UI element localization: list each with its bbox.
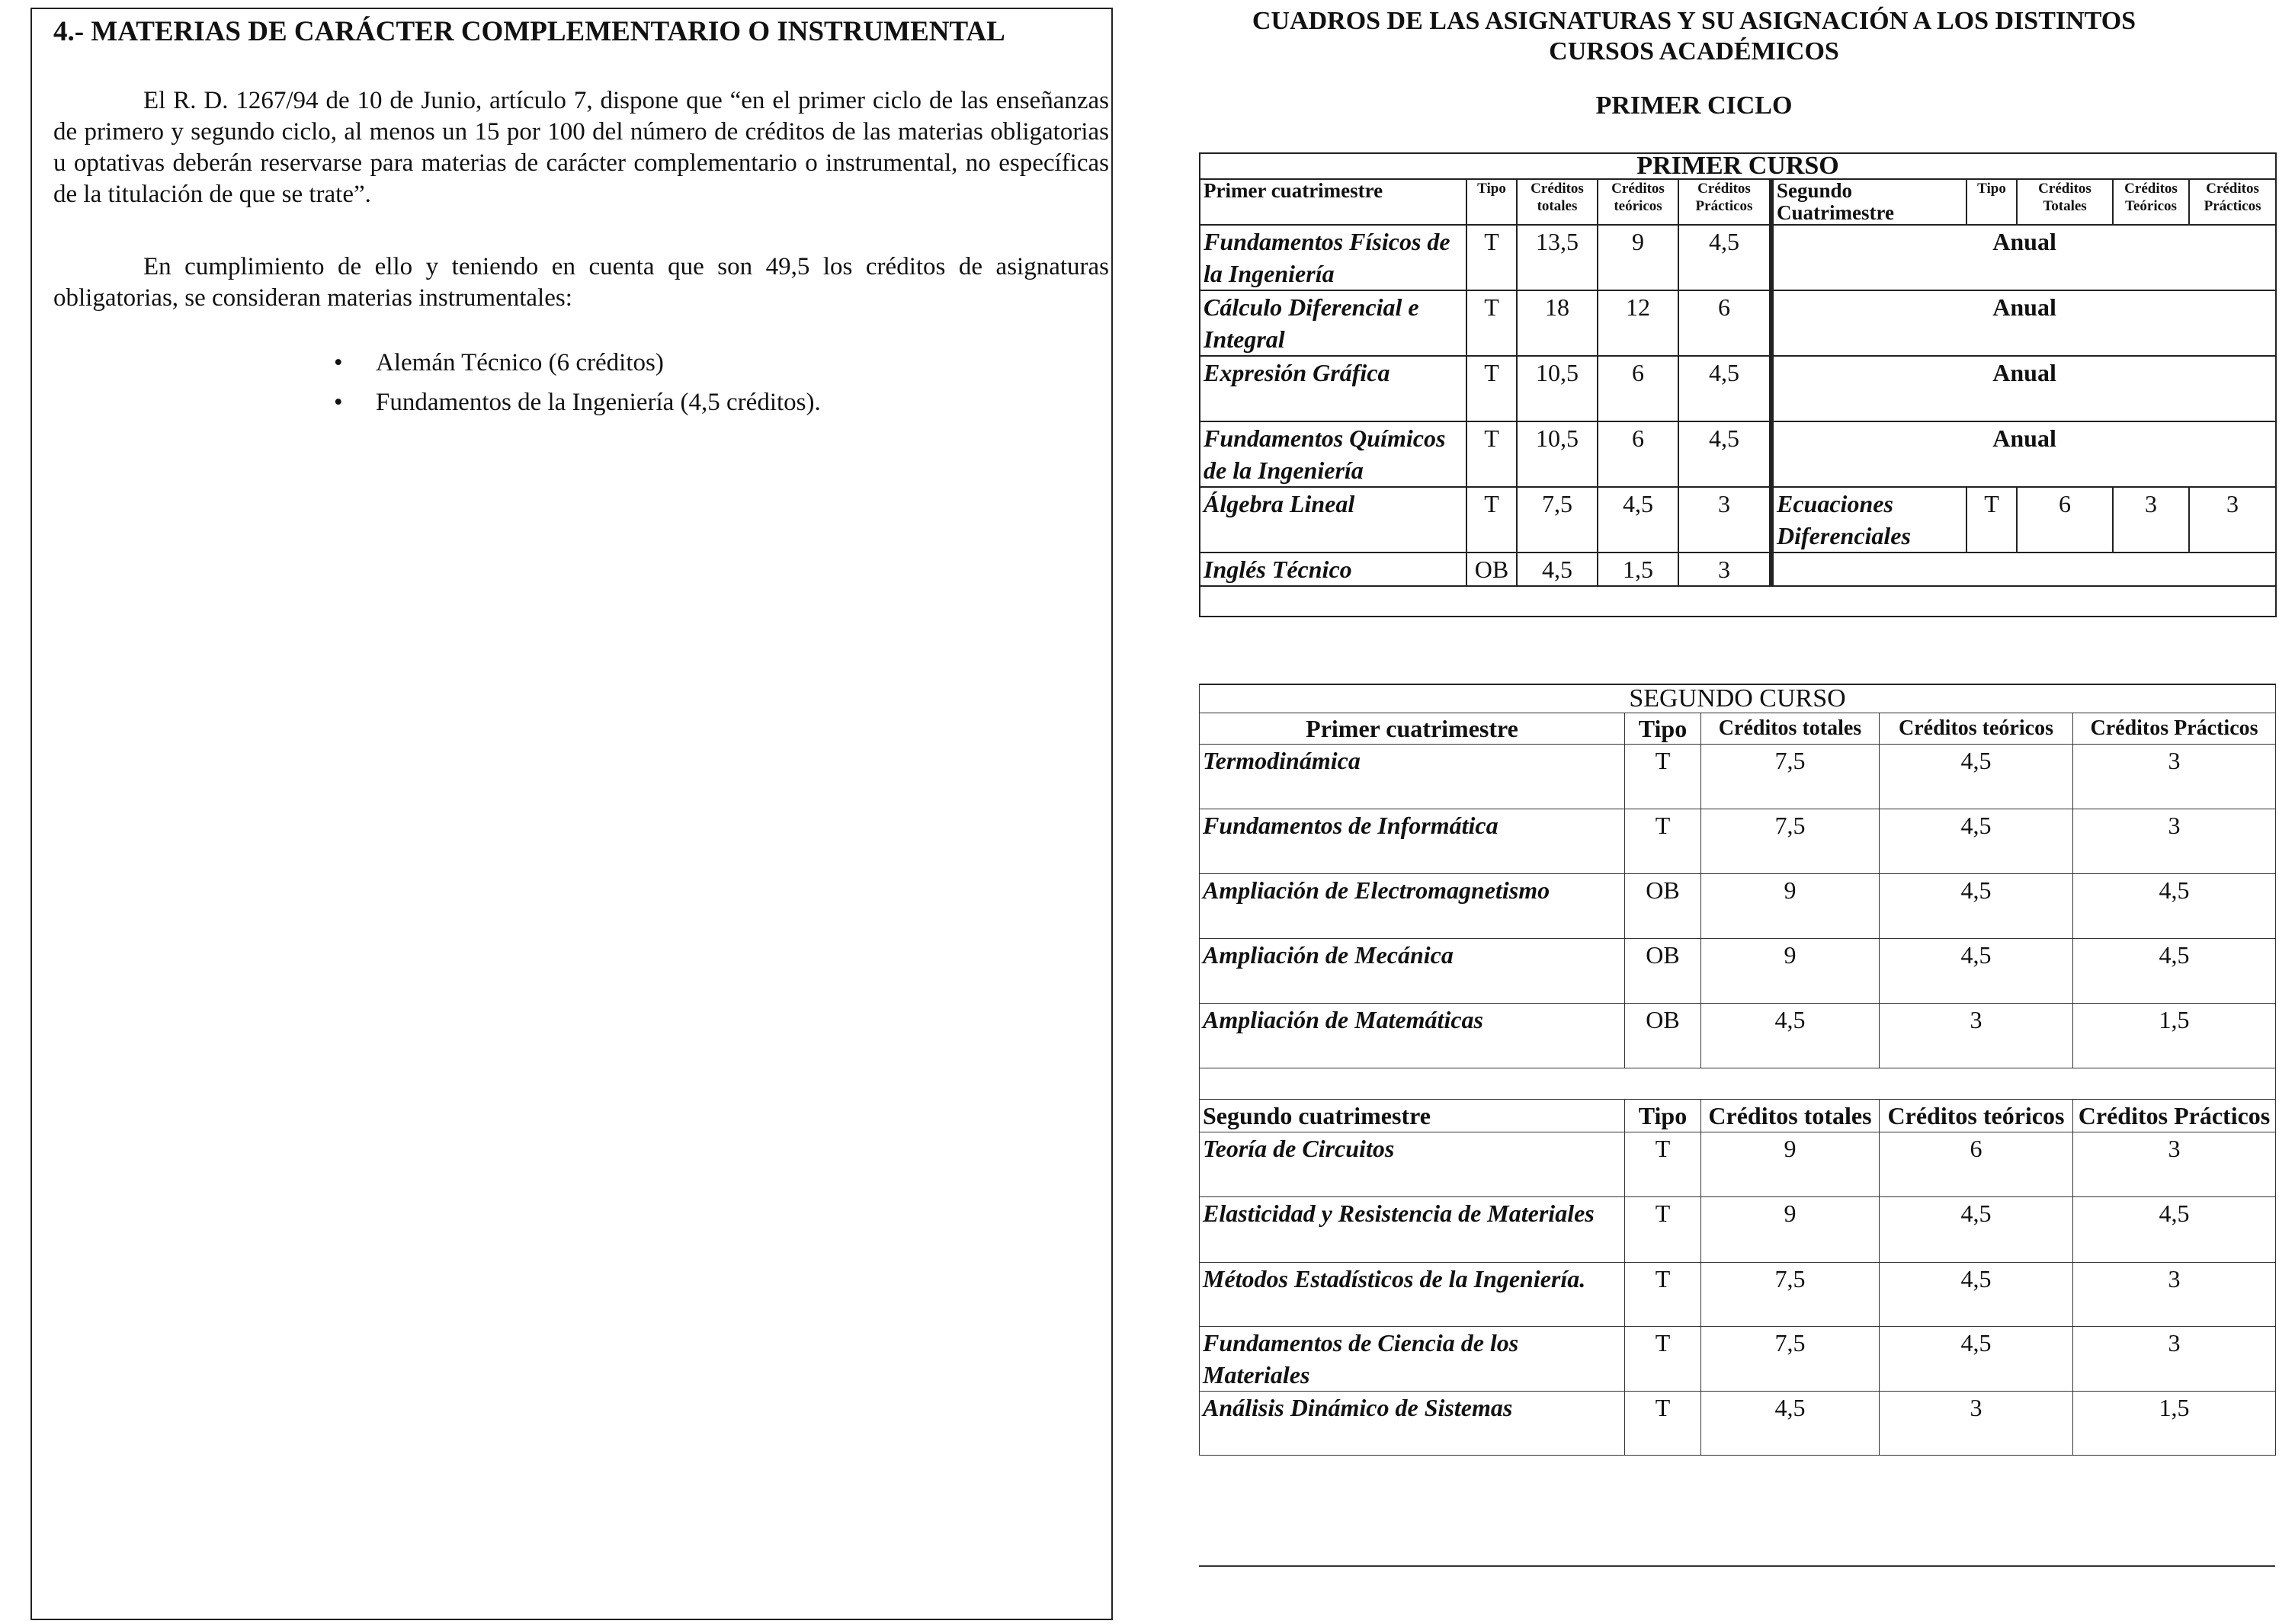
tipo-cell: T bbox=[1625, 745, 1701, 809]
credits-total-cell: 4,5 bbox=[1701, 1004, 1880, 1068]
subject-cell: Ampliación de Electromagnetismo bbox=[1200, 874, 1625, 939]
table-row bbox=[1200, 1327, 2276, 1392]
col-header: Segundo cuatrimestre bbox=[1200, 1100, 1625, 1132]
tipo-cell: OB bbox=[1466, 553, 1517, 586]
credits-practice-cell: 4,5 bbox=[2073, 1197, 2276, 1263]
credits-theory-cell: 4,5 bbox=[1880, 1263, 2073, 1327]
table-row bbox=[1200, 586, 2276, 617]
col-header: Primer cuatrimestre bbox=[1200, 179, 1466, 225]
credits-total-cell: 6 bbox=[2017, 487, 2113, 553]
col-header: Créditos Prácticos bbox=[2073, 1100, 2276, 1132]
credits-practice-cell: 3 bbox=[2189, 487, 2276, 553]
subject-cell: Álgebra Lineal bbox=[1200, 487, 1466, 553]
credits-practice-cell: 3 bbox=[2073, 1327, 2276, 1392]
credits-total-cell: 7,5 bbox=[1701, 1327, 1880, 1392]
credits-total-cell: 7,5 bbox=[1701, 745, 1880, 809]
col-header: Créditos Prácticos bbox=[1678, 179, 1771, 225]
col-header: Créditos Totales bbox=[2017, 179, 2113, 225]
subject-cell: Fundamentos de Ciencia de los Materiales bbox=[1200, 1327, 1625, 1392]
credits-theory-cell: 3 bbox=[1880, 1392, 2073, 1456]
subject-cell: Elasticidad y Resistencia de Materiales bbox=[1200, 1197, 1625, 1263]
credits-practice-cell: 3 bbox=[2073, 745, 2276, 809]
credits-theory-cell: 4,5 bbox=[1880, 1327, 2073, 1392]
tipo-cell: T bbox=[1625, 1197, 1701, 1263]
annual-cell: Anual bbox=[1771, 356, 2276, 421]
col-header: Créditos teóricos bbox=[1598, 179, 1678, 225]
subject-cell: Ampliación de Mecánica bbox=[1200, 939, 1625, 1004]
credits-practice-cell: 3 bbox=[1678, 553, 1771, 586]
tipo-cell: OB bbox=[1625, 1004, 1701, 1068]
col-header: Créditos Prácticos bbox=[2073, 713, 2276, 745]
segundo-curso-table bbox=[1199, 684, 2276, 1456]
credits-practice-cell: 6 bbox=[1678, 290, 1771, 356]
subject-cell: Fundamentos de Informática bbox=[1200, 809, 1625, 874]
subject-cell: Inglés Técnico bbox=[1200, 553, 1466, 586]
table-row bbox=[1200, 290, 2276, 356]
table-title: SEGUNDO CURSO bbox=[1200, 684, 2276, 713]
credits-practice-cell: 3 bbox=[2073, 1132, 2276, 1197]
col-header: Tipo bbox=[1966, 179, 2017, 225]
credits-theory-cell: 12 bbox=[1598, 290, 1678, 356]
tipo-cell: T bbox=[1466, 356, 1517, 421]
spacer-row bbox=[1200, 1068, 2276, 1100]
tipo-cell: T bbox=[1625, 1132, 1701, 1197]
table-row bbox=[1200, 553, 2276, 586]
instrumental-subjects-list bbox=[334, 343, 821, 422]
credits-practice-cell: 3 bbox=[2073, 1263, 2276, 1327]
credits-total-cell: 7,5 bbox=[1701, 1263, 1880, 1327]
cycle-title: PRIMER CICLO bbox=[1595, 91, 1793, 120]
tipo-cell: T bbox=[1466, 421, 1517, 487]
subject-cell: Teoría de Circuitos bbox=[1200, 1132, 1625, 1197]
table-row bbox=[1200, 1197, 2276, 1263]
credits-practice-cell: 3 bbox=[2073, 809, 2276, 874]
subject-cell: Análisis Dinámico de Sistemas bbox=[1200, 1392, 1625, 1456]
credits-theory-cell: 3 bbox=[1880, 1004, 2073, 1068]
credits-practice-cell: 4,5 bbox=[2073, 939, 2276, 1004]
tipo-cell: T bbox=[1625, 1263, 1701, 1327]
empty-cell bbox=[1771, 553, 2276, 586]
col-header: Créditos Prácticos bbox=[2189, 179, 2276, 225]
table-bottom-rule bbox=[1199, 1565, 2275, 1567]
col-header: Créditos Teóricos bbox=[2113, 179, 2189, 225]
credits-total-cell: 9 bbox=[1701, 939, 1880, 1004]
tipo-cell: T bbox=[1625, 1327, 1701, 1392]
credits-theory-cell: 4,5 bbox=[1880, 1197, 2073, 1263]
table-row bbox=[1200, 225, 2276, 290]
empty-cell bbox=[1200, 586, 2276, 617]
tipo-cell: OB bbox=[1625, 874, 1701, 939]
table-row bbox=[1200, 1004, 2276, 1068]
tipo-cell: T bbox=[1466, 487, 1517, 553]
table-row bbox=[1200, 1392, 2276, 1456]
annual-cell: Anual bbox=[1771, 290, 2276, 356]
col-header: Tipo bbox=[1625, 1100, 1701, 1132]
credits-theory-cell: 6 bbox=[1598, 356, 1678, 421]
credits-total-cell: 4,5 bbox=[1701, 1392, 1880, 1456]
subject-cell: Expresión Gráfica bbox=[1200, 356, 1466, 421]
credits-practice-cell: 1,5 bbox=[2073, 1004, 2276, 1068]
credits-theory-cell: 9 bbox=[1598, 225, 1678, 290]
credits-practice-cell: 4,5 bbox=[1678, 225, 1771, 290]
primer-curso-table bbox=[1199, 152, 2277, 617]
section-heading: 4.- MATERIAS DE CARÁCTER COMPLEMENTARIO O INSTRUMENTAL bbox=[53, 16, 1005, 47]
tipo-cell: T bbox=[1466, 225, 1517, 290]
credits-theory-cell: 4,5 bbox=[1880, 939, 2073, 1004]
credits-total-cell: 9 bbox=[1701, 874, 1880, 939]
col-header: Tipo bbox=[1466, 179, 1517, 225]
credits-theory-cell: 6 bbox=[1880, 1132, 2073, 1197]
credits-theory-cell: 4,5 bbox=[1880, 874, 2073, 939]
credits-total-cell: 4,5 bbox=[1517, 553, 1598, 586]
subject-cell: Fundamentos Físicos de la Ingeniería bbox=[1200, 225, 1466, 290]
credits-total-cell: 9 bbox=[1701, 1197, 1880, 1263]
table-row bbox=[1200, 356, 2276, 421]
credits-theory-cell: 6 bbox=[1598, 421, 1678, 487]
subject-cell: Métodos Estadísticos de la Ingeniería. bbox=[1200, 1263, 1625, 1327]
credits-practice-cell: 1,5 bbox=[2073, 1392, 2276, 1456]
subject-cell: Ecuaciones Diferenciales bbox=[1771, 487, 1966, 553]
table-row bbox=[1200, 874, 2276, 939]
table-title: PRIMER CURSO bbox=[1200, 153, 2276, 179]
paragraph-compliance: En cumplimiento de ello y teniendo en cuenta que son 49,5 los créditos de asignaturas obligatorias, se consideran materias instrumentales: bbox=[53, 253, 1109, 312]
credits-total-cell: 7,5 bbox=[1701, 809, 1880, 874]
col-header: Primer cuatrimestre bbox=[1200, 713, 1625, 745]
credits-total-cell: 10,5 bbox=[1517, 421, 1598, 487]
list-item: • Alemán Técnico (6 créditos) bbox=[334, 343, 821, 383]
subject-cell: Termodinámica bbox=[1200, 745, 1625, 809]
annual-cell: Anual bbox=[1771, 225, 2276, 290]
empty-cell bbox=[1200, 1068, 2276, 1100]
col-header: Créditos totales bbox=[1701, 713, 1880, 745]
credits-practice-cell: 4,5 bbox=[2073, 874, 2276, 939]
credits-practice-cell: 3 bbox=[1678, 487, 1771, 553]
col-header: Créditos teóricos bbox=[1880, 1100, 2073, 1132]
col-header: Tipo bbox=[1625, 713, 1701, 745]
col-header: Créditos totales bbox=[1701, 1100, 1880, 1132]
credits-total-cell: 18 bbox=[1517, 290, 1598, 356]
subject-cell: Fundamentos Químicos de la Ingeniería bbox=[1200, 421, 1466, 487]
table-row bbox=[1200, 487, 2276, 553]
tipo-cell: T bbox=[1466, 290, 1517, 356]
credits-practice-cell: 4,5 bbox=[1678, 356, 1771, 421]
table-row bbox=[1200, 1263, 2276, 1327]
subject-cell: Cálculo Diferencial e Integral bbox=[1200, 290, 1466, 356]
credits-total-cell: 7,5 bbox=[1517, 487, 1598, 553]
credits-theory-cell: 4,5 bbox=[1880, 809, 2073, 874]
credits-total-cell: 10,5 bbox=[1517, 356, 1598, 421]
table-row bbox=[1200, 809, 2276, 874]
table-row bbox=[1200, 1132, 2276, 1197]
table-row bbox=[1200, 939, 2276, 1004]
tipo-cell: T bbox=[1625, 1392, 1701, 1456]
tipo-cell: T bbox=[1966, 487, 2017, 553]
page-title: CUADROS DE LAS ASIGNATURAS Y SU ASIGNACIÓN A LOS DISTINTOS CURSOS ACADÉMICOS bbox=[1252, 7, 2136, 66]
table-row bbox=[1200, 421, 2276, 487]
col-header: Créditos teóricos bbox=[1880, 713, 2073, 745]
tipo-cell: T bbox=[1625, 809, 1701, 874]
annual-cell: Anual bbox=[1771, 421, 2276, 487]
col-header: Créditos totales bbox=[1517, 179, 1598, 225]
credits-practice-cell: 4,5 bbox=[1678, 421, 1771, 487]
credits-theory-cell: 4,5 bbox=[1880, 745, 2073, 809]
table-row bbox=[1200, 745, 2276, 809]
col-header: Segundo Cuatrimestre bbox=[1771, 179, 1966, 225]
credits-total-cell: 13,5 bbox=[1517, 225, 1598, 290]
credits-theory-cell: 3 bbox=[2113, 487, 2189, 553]
paragraph-decree: El R. D. 1267/94 de 10 de Junio, artículo 7, dispone que “en el primer ciclo de las enseñanzas de primero y segundo ciclo, al menos un 15 por 100 del número de créditos de las materias obligatorias u optativas deberán reservarse para materias de carácter complementario o instrumental, no específicas de la titulación de que se trate”. bbox=[53, 87, 1109, 208]
list-item: • Fundamentos de la Ingeniería (4,5 créditos). bbox=[334, 383, 821, 422]
credits-total-cell: 9 bbox=[1701, 1132, 1880, 1197]
credits-theory-cell: 4,5 bbox=[1598, 487, 1678, 553]
credits-theory-cell: 1,5 bbox=[1598, 553, 1678, 586]
left-page-frame bbox=[30, 8, 1113, 1620]
tipo-cell: OB bbox=[1625, 939, 1701, 1004]
subject-cell: Ampliación de Matemáticas bbox=[1200, 1004, 1625, 1068]
